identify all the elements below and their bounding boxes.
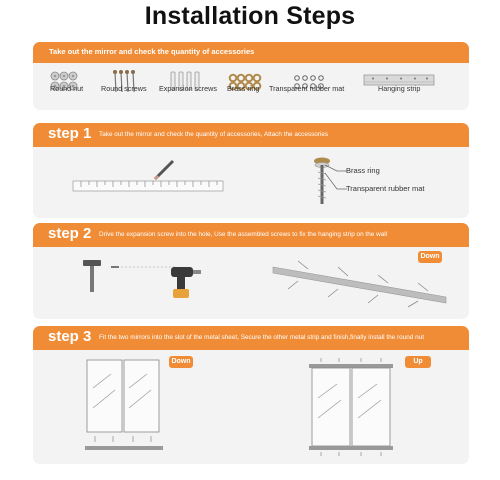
accessory-label-expansion-screws: Expansion screws <box>159 84 217 93</box>
step3-description: Fit the two mirrors into the slot of the metal sheet, Secure the other metal strip and finish,finally install the round nut <box>99 334 425 341</box>
accessory-label-round-nut: Round nut <box>50 84 84 93</box>
step3-card <box>33 326 469 464</box>
drill-icon <box>167 263 203 301</box>
step1-card <box>33 123 469 218</box>
step1-description: Take out the mirror and check the quantity of accessories, Attach the accessories <box>99 131 329 138</box>
callout-brass-ring: Brass ring <box>346 166 380 175</box>
accessories-card <box>33 42 469 110</box>
accessories-header <box>33 42 469 63</box>
step3-label: step 3 <box>48 328 92 345</box>
pencil-icon <box>151 158 177 182</box>
step2-label: step 2 <box>48 225 92 242</box>
step2-card <box>33 223 469 319</box>
wall-strip-icon <box>268 261 458 309</box>
step3-header <box>33 326 469 350</box>
accessory-label-rubber-mat: Transparent rubber mat <box>269 84 345 93</box>
accessory-label-round-screws: Round screws <box>101 84 147 93</box>
accessory-label-brass-ring: Brass ring <box>227 84 260 93</box>
mirrors-down-icon <box>85 358 163 454</box>
step2-header <box>33 223 469 247</box>
step1-label: step 1 <box>48 125 92 142</box>
step3-down-tag: Down <box>169 356 193 368</box>
step2-description: Drive the expansion screw into the hole, Use the assembled screws to fix the hanging strip on the wall <box>99 231 388 238</box>
mirrors-up-icon <box>309 358 393 458</box>
ruler-icon <box>73 179 223 193</box>
step1-header <box>33 123 469 147</box>
callout-rubber-mat: Transparent rubber mat <box>346 184 425 193</box>
step2-down-tag: Down <box>418 251 442 263</box>
accessories-header-text: Take out the mirror and check the quantity of accessories <box>49 47 255 56</box>
page-title: Installation Steps <box>144 2 356 30</box>
hammer-icon <box>80 258 106 294</box>
step3-up-tag: Up <box>405 356 431 368</box>
accessory-label-hanging-strip: Hanging strip <box>378 84 421 93</box>
